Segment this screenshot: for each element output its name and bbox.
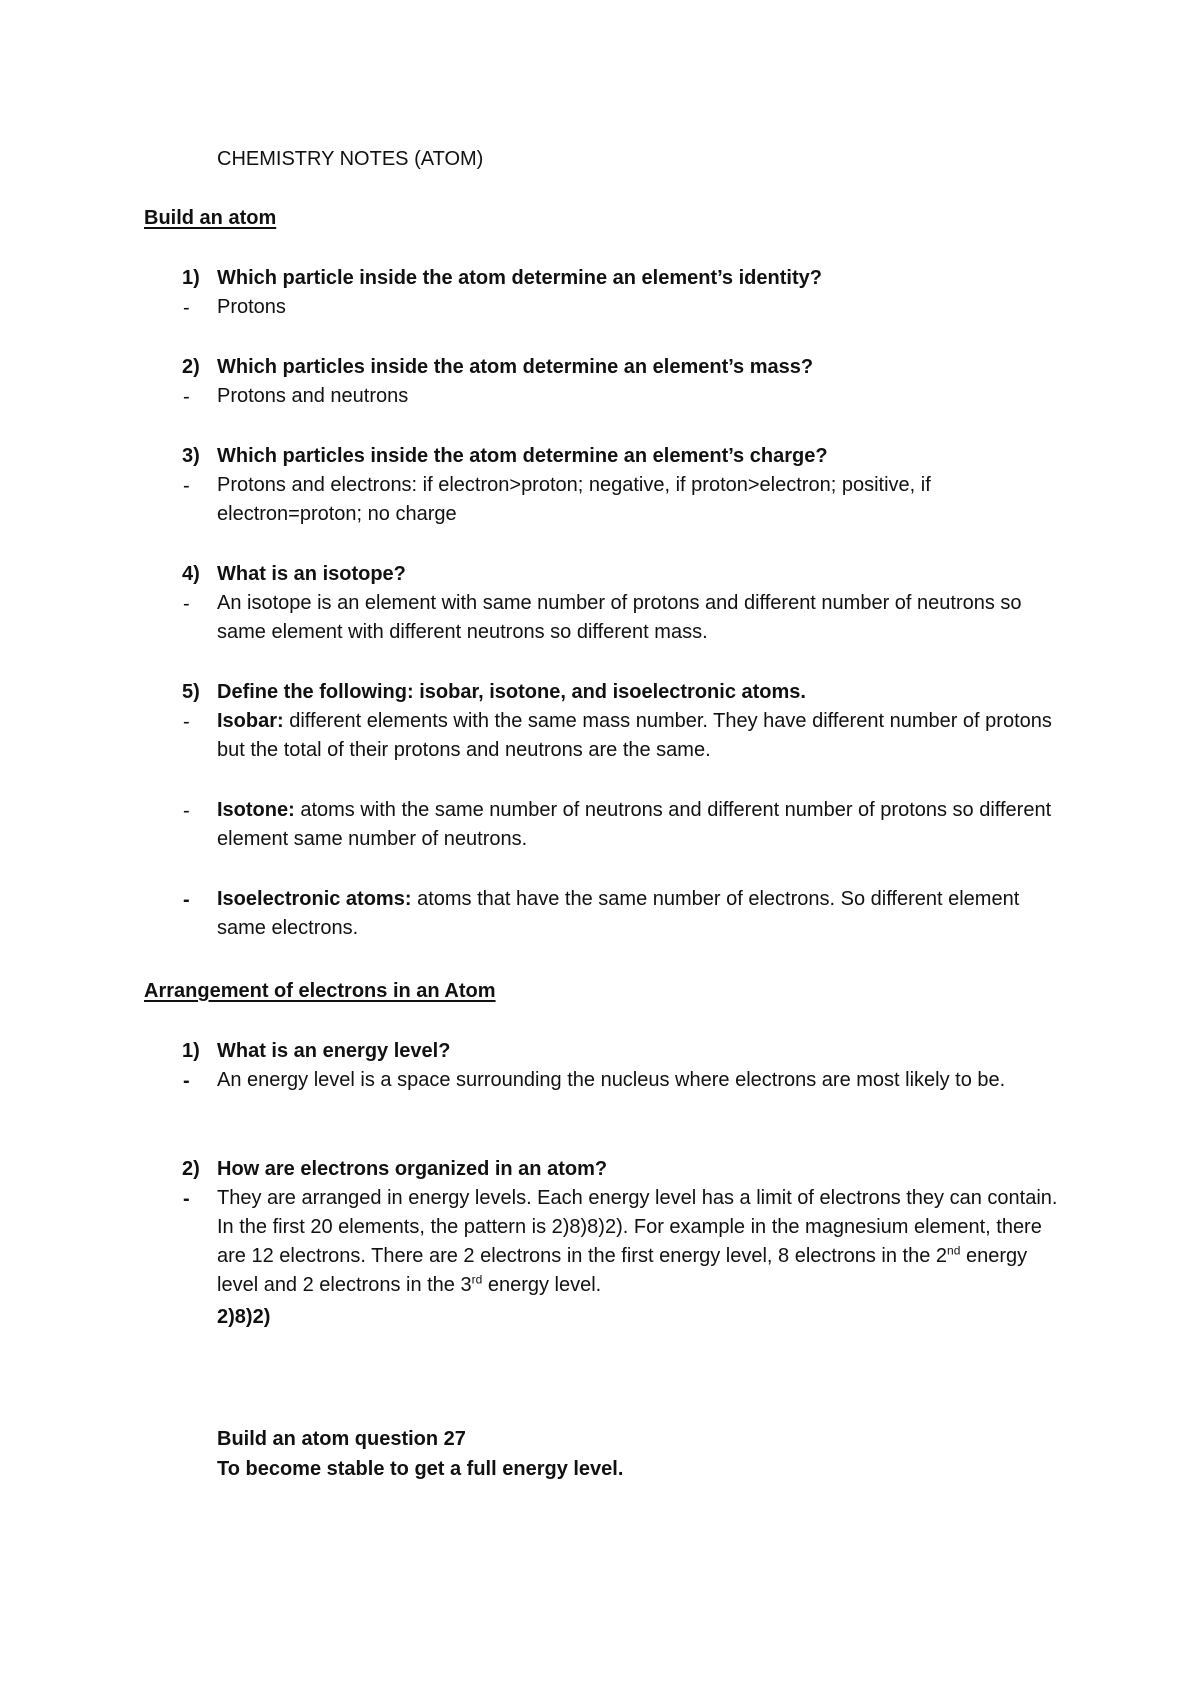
question-number: 1) <box>182 1040 200 1062</box>
isobar-term: Isobar: <box>217 710 284 732</box>
question-number: 4) <box>182 563 200 585</box>
isotone-text: atoms with the same number of neutrons and different number of protons so different element same number of neutrons. <box>217 799 1052 850</box>
isobar-definition <box>217 707 1067 765</box>
electron-configuration: 2)8)2) <box>217 1306 271 1328</box>
question-text: Which particles inside the atom determine an element’s charge? <box>217 445 828 467</box>
answer-part: energy level and 2 electrons in the 3 <box>217 1245 1028 1296</box>
answer-text: Protons <box>217 296 286 318</box>
isoelectronic-text: atoms that have the same number of electrons. So different element same electrons. <box>217 888 1020 939</box>
isoelectronic-term: Isoelectronic atoms: <box>217 888 412 910</box>
question-text: Which particles inside the atom determine an element’s mass? <box>217 356 814 378</box>
question-number: 1) <box>182 267 200 289</box>
question-number: 2) <box>182 1158 200 1180</box>
isobar-text: different elements with the same mass number. They have different number of protons but the total of their protons and neutrons are the same. <box>217 710 1052 761</box>
question-number: 3) <box>182 445 200 467</box>
answer-text <box>217 1184 1067 1300</box>
question-number: 5) <box>182 681 200 703</box>
answer-part: They are arranged in energy levels. Each energy level has a limit of electrons they can contain. In the first 20 elements, the pattern is 2)8)8)2). For example in the magnesium element, there are 12 electrons. There are 2 electrons in the first energy level, 8 electrons in the 2 <box>217 1187 1058 1267</box>
isotone-definition <box>217 796 1067 854</box>
superscript: rd <box>471 1272 483 1287</box>
bullet-dash: - <box>183 889 190 911</box>
bullet-dash: - <box>183 711 190 733</box>
answer-part: energy level. <box>482 1274 602 1296</box>
question-text: Define the following: isobar, isotone, and isoelectronic atoms. <box>217 681 806 703</box>
bullet-dash: - <box>183 593 190 615</box>
answer-text: Protons and neutrons <box>217 385 409 407</box>
section-heading-arrangement: Arrangement of electrons in an Atom <box>144 980 496 1002</box>
bullet-dash: - <box>183 386 190 408</box>
bullet-dash: - <box>183 297 190 319</box>
superscript: nd <box>947 1243 961 1258</box>
section-heading-build-an-atom: Build an atom <box>144 207 277 229</box>
note-line: Build an atom question 27 <box>217 1428 466 1450</box>
bullet-dash: - <box>183 800 190 822</box>
question-text: What is an energy level? <box>217 1040 451 1062</box>
answer-text: An isotope is an element with same number of protons and different number of neutrons so same element with different neutrons so different mass. <box>217 592 1022 643</box>
bullet-dash: - <box>183 1188 190 1210</box>
answer-text: Protons and electrons: if electron>proton; negative, if proton>electron; positive, if electron=proton; no charge <box>217 474 931 525</box>
isotone-term: Isotone: <box>217 799 295 821</box>
page-title: CHEMISTRY NOTES (ATOM) <box>217 148 484 170</box>
question-text: How are electrons organized in an atom? <box>217 1158 608 1180</box>
bullet-dash: - <box>183 475 190 497</box>
note-line: To become stable to get a full energy level. <box>217 1458 624 1480</box>
answer-text: An energy level is a space surrounding the nucleus where electrons are most likely to be. <box>217 1069 1006 1091</box>
question-number: 2) <box>182 356 200 378</box>
question-text: What is an isotope? <box>217 563 406 585</box>
isoelectronic-definition <box>217 885 1067 943</box>
bullet-dash: - <box>183 1070 190 1092</box>
question-text: Which particle inside the atom determine an element’s identity? <box>217 267 822 289</box>
